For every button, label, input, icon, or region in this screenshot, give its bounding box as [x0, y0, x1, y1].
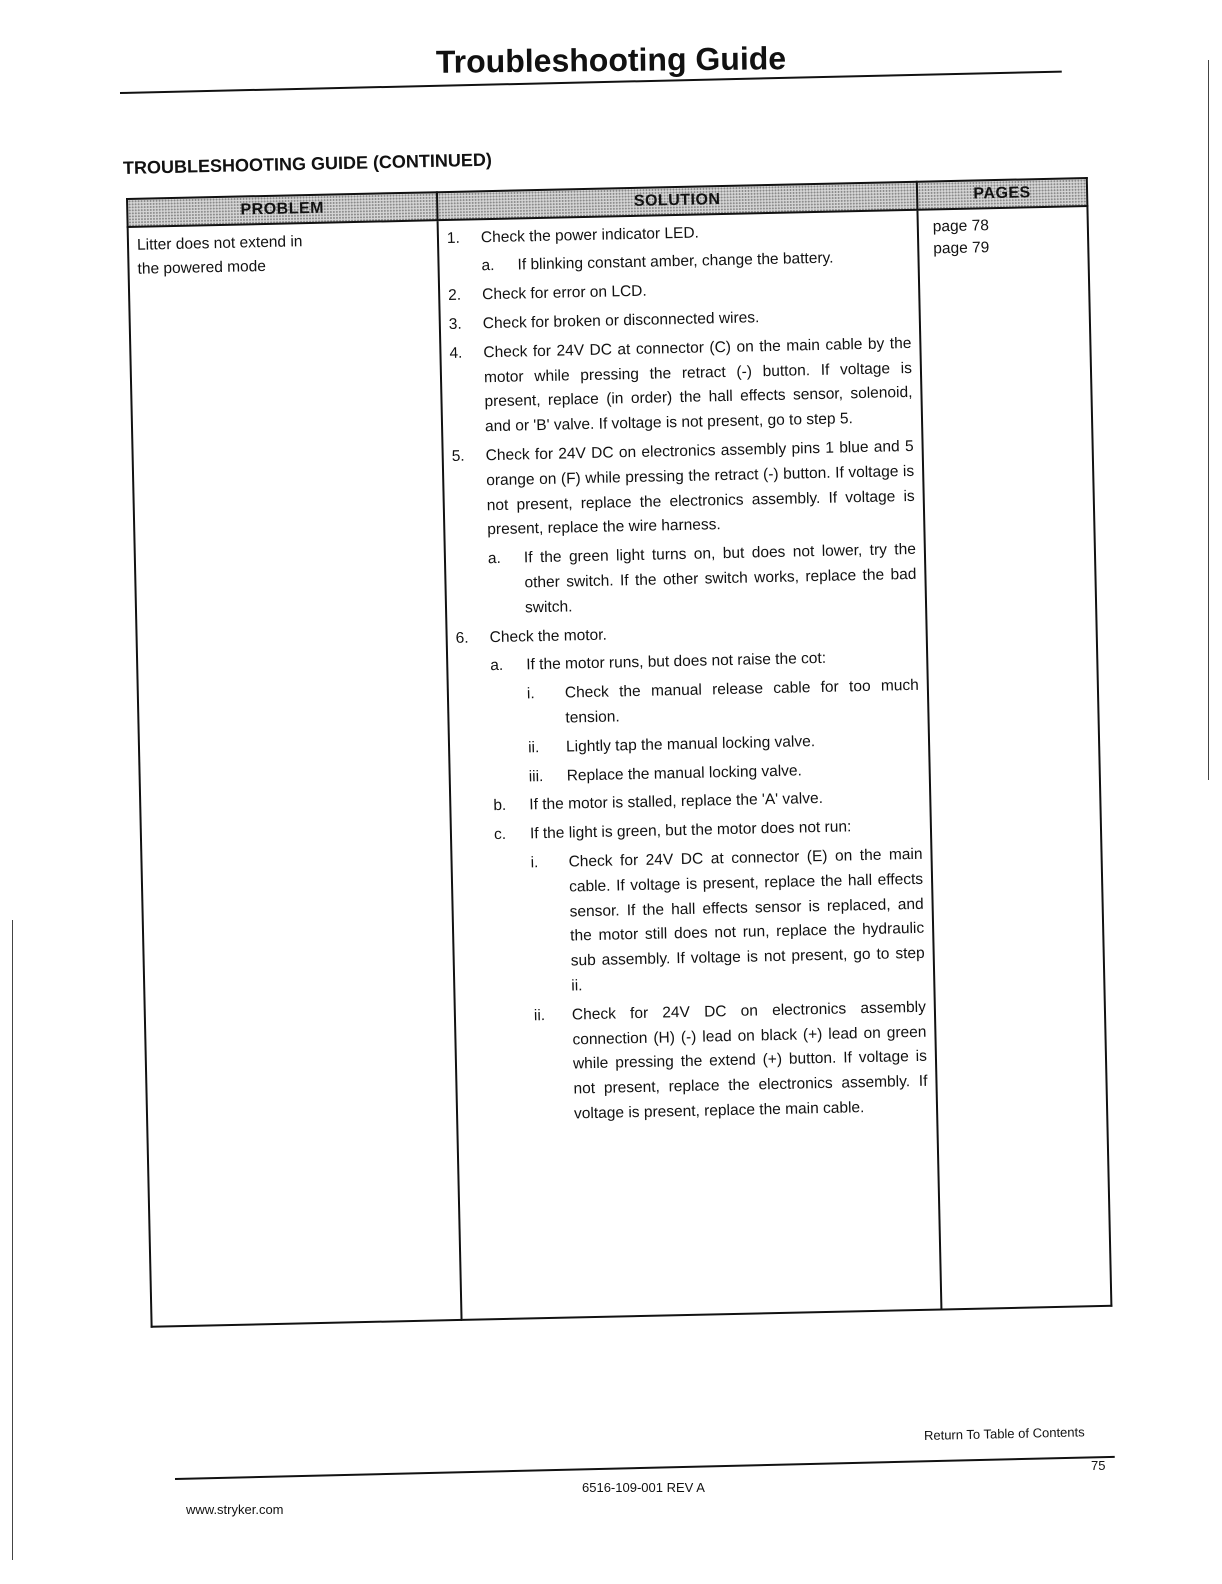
step-marker: ii. [527, 738, 540, 757]
solution-cell [438, 209, 942, 1320]
page-title: Troubleshooting Guide [435, 40, 787, 80]
problem-cell [128, 220, 462, 1327]
step-text: Check for 24V DC at connector (C) on the main cable by the motor while pressing the retract (-) button. If voltage is present, replace (in order) the hall effects sensor, solenoid, and or 'B' valve. If voltage is not present, go to step 5. [483, 334, 913, 436]
page-reference: page 78 [932, 216, 990, 235]
step-marker: 2. [448, 286, 462, 305]
step-marker: a. [481, 257, 495, 275]
website-url: www.stryker.com [186, 1502, 284, 1517]
scan-edge-mark [12, 920, 13, 1560]
solution-step [449, 332, 913, 441]
step-marker: 6. [455, 629, 469, 647]
solution-step [481, 245, 909, 279]
section-heading: TROUBLESHOOTING GUIDE (CONTINUED) [122, 149, 493, 178]
problem-line: the powered mode [137, 258, 267, 279]
step-text: Check the motor. [489, 626, 607, 646]
step-marker: a. [487, 550, 502, 568]
step-marker: 5. [451, 447, 465, 465]
step-text: Lightly tap the manual locking valve. [565, 732, 816, 756]
page-number: 75 [1091, 1458, 1106, 1473]
step-text: Check the power indicator LED. [480, 224, 700, 246]
step-text: Check for 24V DC on electronics assembly connection (H) (-) lead on black (+) lead on green while pressing the extend (+) button. If voltage is not present, replace the electronics assembly. If voltage is present, replace the main cable. [571, 998, 928, 1123]
step-text: Check for 24V DC at connector (E) on the main cable. If voltage is present, replace the hall effects sensor. If the hall effects sensor is replaced, and the motor still does not run, replace the hydraulic sub assembly. If voltage is not present, go to step ii. [568, 845, 925, 995]
step-text: If the motor is stalled, replace the 'A' valve. [529, 790, 824, 814]
scan-edge-mark [1208, 60, 1209, 780]
solution-step [488, 538, 918, 622]
solution-step [528, 728, 920, 761]
solution-step [528, 756, 920, 789]
step-marker: i. [526, 685, 535, 703]
step-text: If the motor runs, but does not raise the cot: [526, 650, 827, 674]
step-text: Replace the manual locking valve. [566, 761, 803, 785]
step-text: Check for broken or disconnected wires. [482, 309, 760, 333]
step-marker: a. [490, 657, 504, 675]
troubleshooting-table-wrapper [126, 177, 1110, 1328]
column-header-problem: PROBLEM [127, 192, 438, 226]
step-text: If the green light turns on, but does not lower, try the other switch. If the other switch works, replace the bad switch. [523, 541, 917, 617]
step-marker: 3. [448, 315, 462, 333]
solution-step [494, 814, 922, 848]
step-marker: b. [493, 797, 507, 815]
step-marker: 4. [449, 344, 463, 362]
troubleshooting-table [126, 177, 1112, 1328]
table-row [128, 206, 1112, 1327]
footer-rule [175, 1456, 1115, 1480]
return-to-contents-link[interactable]: Return To Table of Contents [923, 1424, 1085, 1443]
step-text: If the light is green, but the motor does not run: [529, 818, 852, 843]
solution-list [447, 217, 929, 1130]
pages-cell [917, 206, 1111, 1310]
solution-step [451, 435, 915, 544]
step-text: Check for 24V DC on electronics assembly pins 1 blue and 5 orange on (F) while pressing the retract (-) button. If voltage is not present, replace the electronics assembly. If voltage is present, replace the wire harness. [485, 437, 915, 539]
step-marker: 1. [446, 229, 461, 247]
solution-step [527, 674, 920, 732]
page-reference: page 79 [933, 239, 990, 258]
solution-step [530, 843, 925, 1000]
document-number: 6516-109-001 REV A [582, 1480, 705, 1495]
step-text: If blinking constant amber, change the battery. [517, 249, 834, 274]
solution-step [534, 995, 929, 1128]
step-marker: i. [530, 854, 539, 872]
step-text: Check for error on LCD. [482, 282, 647, 304]
step-marker: iii. [528, 767, 544, 785]
step-marker: c. [493, 825, 507, 844]
solution-step [493, 785, 921, 819]
step-text: Check the manual release cable for too much tension. [564, 676, 920, 727]
step-marker: ii. [533, 1006, 546, 1024]
column-header-pages: PAGES [917, 178, 1088, 209]
problem-line: Litter does not extend in [136, 232, 303, 254]
column-header-solution: SOLUTION [437, 182, 917, 220]
solution-step [490, 645, 918, 679]
